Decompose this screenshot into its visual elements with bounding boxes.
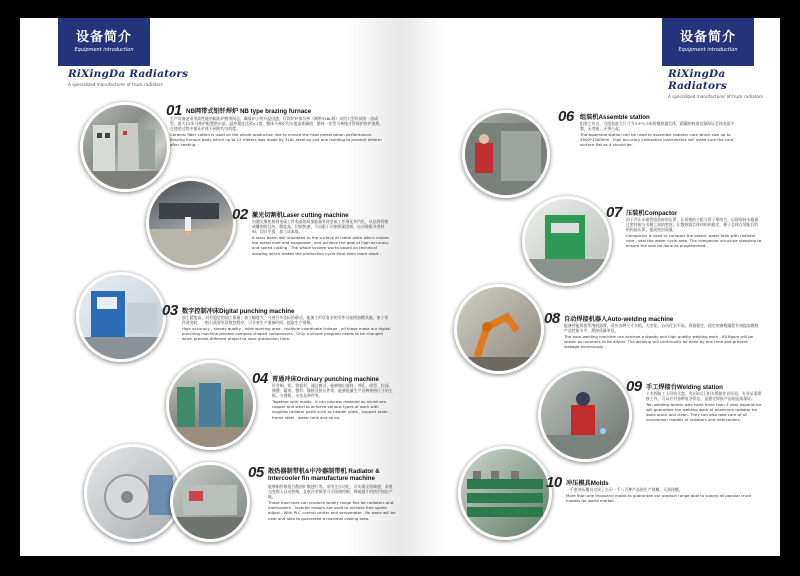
photo-brazing-furnace xyxy=(80,102,170,192)
photo-molds xyxy=(458,446,552,540)
description-en: The auto-welding machine can achieve a steady and high quality welding work . All figure will be shown as numbers to be adjust. The welding will continually be done by one time and prevent leakage enormously . xyxy=(564,334,754,350)
assemble-station-image xyxy=(465,113,547,195)
item-description xyxy=(646,391,764,424)
description-cn: 生产设备是采用高性能的隔焰炉膛带网总，确保炉子的升温迅速，钎焊炉炉体马弗（钢带316L制）采用大型环试的一次成型，最大12米马弗炉配置供应基，温控精度达到±1度，整体马弗炉均匀度高准确值：整体一次型马弗线才得保护的炉加热，在使用过程中保证炉体不到的均匀的度。 xyxy=(170,116,383,132)
description-cn: 组装工作台，可组装最大尺寸为3.5*1.5米的散热器芯体，精确的校准仪器保证芯体表面平整，无弯曲、无带凸起。 xyxy=(580,121,735,132)
header-underline xyxy=(662,64,754,66)
right-page xyxy=(400,18,780,556)
photo-ordinary-punching xyxy=(166,360,256,450)
brand-name: RiXingDa Radiators xyxy=(668,68,728,92)
photo-assemble-station xyxy=(462,110,550,198)
brochure-spread xyxy=(20,18,780,556)
header-en: Equipment introduction xyxy=(74,47,134,53)
photo-welding-station xyxy=(538,368,632,462)
item-number: 07 xyxy=(606,204,622,221)
ordinary-punching-image xyxy=(169,363,253,447)
compactor-image xyxy=(525,199,609,283)
item-number: 02 xyxy=(232,206,248,223)
header-cn: 设备简介 xyxy=(75,30,132,45)
description-cn: 用激光聚焦射到金属工件表面的局部能量来使金属工件熔化并汽化，以达到切割或雕刻的目的，精度高、切割快速，不局限于切割图案限制，自动排版节省材料，切口平滑，加工成本低。 xyxy=(252,219,389,235)
description-cn: 针对铜、铝、铁板材，通过模具，能够做出落料、冲孔、成型、拉深、修整、精冲、整形、铆接及挤压件等，能够批量生产各种规格尺寸的主板、支撑板、水室及带件等。 xyxy=(272,383,393,399)
brand-tagline: A specialized manufacturer of truck radiators xyxy=(68,82,163,87)
digital-punching-image xyxy=(79,275,163,359)
description-en: High accuracy , steady quality , wide working area , multiple coordinate linkage , all those make our digital punching machine process complex shaped components . Only a simple program needs to be changed when process different project to save production time. xyxy=(182,326,391,342)
brand-left xyxy=(68,68,188,87)
photo-fin-machine-2 xyxy=(170,462,250,542)
item-title: 普通冲床Ordinary punching machine xyxy=(272,376,379,383)
description-en: More than one thousand molds to guarantee our product range able to supply all popular truck models for world market . xyxy=(566,493,752,504)
item-number: 01 xyxy=(166,102,182,119)
photo-laser-cutting xyxy=(146,178,236,268)
photo-fin-machine-1 xyxy=(84,444,182,542)
brazing-furnace-image xyxy=(83,105,167,189)
header-box-left xyxy=(58,18,150,64)
brand-name: RiXingDa Radiators xyxy=(68,68,189,80)
item-description xyxy=(170,116,385,149)
molds-image xyxy=(461,449,549,537)
header-en: Equipment introduction xyxy=(678,47,738,53)
brand-tagline: A specialized manufacturer of truck radiators xyxy=(668,94,763,99)
item-description xyxy=(566,487,762,504)
item-description xyxy=(268,484,396,522)
header-cn: 设备简介 xyxy=(679,30,736,45)
description-cn: 加工精度高，具有稳定的加工质量；加工幅度大，可进行多坐标的联动，能加工形状复杂的零件可按照加模具编，加工零件改变时，一般只需要更改数控程序，可节省生产准备时间；提取生产周期。 xyxy=(182,315,389,326)
item-title: 冲压模具Molds xyxy=(566,480,609,487)
item-number: 06 xyxy=(558,108,574,125)
item-description xyxy=(580,121,740,148)
item-number: 10 xyxy=(546,474,562,491)
item-title: 自动焊接机器人Auto-welding machine xyxy=(564,316,674,323)
brand-right xyxy=(668,68,780,99)
item-title: 压装机Compactor xyxy=(626,210,678,217)
description-cn: 能够制作和组合散热扩散翅片等。采用全自动化，可实现无级调速，采用交变频入自动控制，且收冷型指型可无级调控制，降低翅片的热空间出产能。 xyxy=(268,484,393,500)
description-en: The assemble station can be used to assemble radiator core which size up to 3500*1500mm , high accuracy calibration instruments will make sure the core surface flat as it should be . xyxy=(580,132,734,148)
header-box-right xyxy=(662,18,754,64)
item-description xyxy=(182,315,392,342)
photo-auto-welding xyxy=(454,284,544,374)
item-description xyxy=(626,217,762,250)
photo-digital-punching xyxy=(76,272,166,362)
laser-cutting-image xyxy=(149,181,233,265)
description-en: Ceramic fiber cotton is used on the whole production line to ensure the heat preservation performance. Brazing furnace body which up to 12 meters was made by 316L steel by just one molding to prevent deform after heating . xyxy=(170,132,382,148)
item-number: 09 xyxy=(626,378,642,395)
description-en: Those machines can produce widely range fins for radiators and intercoolers . Inverter motors are used to achieve free speed adjust . With PLC control center and servomotor , fin wave will be neat and able to guarantee a maximal cooling area. xyxy=(268,500,396,521)
item-title: 散热器制带机&中冷器制带机 Radiator & Intercooler fin manufacture machine xyxy=(268,468,380,482)
item-title: 组装机Assemble station xyxy=(580,114,650,121)
item-description xyxy=(272,383,394,421)
fin-machine-image xyxy=(87,447,179,539)
photo-compactor xyxy=(522,196,612,286)
fin-machine-image-2 xyxy=(173,465,247,539)
item-title: NB网带式铝钎焊炉 NB type brazing furnace xyxy=(186,108,312,115)
description-cn: 一千套冲压模具完成了公司一千八百种产品的生产规模，无需待模。 xyxy=(566,487,683,492)
item-description xyxy=(252,219,392,257)
item-description xyxy=(564,323,760,350)
description-en: A laser beam will irradiated to the surface of metal plate which makes the metal melt and evaporate , and achieve the goal of high accuracy and speed cutting . The whole system works based on technical drawing which makes the production cycle time even more short . xyxy=(252,235,389,256)
item-number: 05 xyxy=(248,464,264,481)
auto-welding-image xyxy=(457,287,541,371)
item-title: 激光切割机Laser cutting machine xyxy=(252,212,349,219)
item-number: 03 xyxy=(162,302,178,319)
left-page xyxy=(20,18,400,556)
description-en: Compactor is used to compact the plastic water tank with radiator core , seal the water cycle area. The compactor structure stepping to ensure the seal be done as programmed . xyxy=(626,233,762,249)
item-number: 04 xyxy=(252,370,268,387)
description-en: Ten welding worker who have more than 5 year experience will guarantee the welding work of aluminum radiator be done quick and clean. They can also take care of all uncommon models of radiators and intercoolers. xyxy=(646,402,762,423)
description-en: Together with molds , it can process material as aluminum copper and steel to achieve various types of work with supplies radiator parts such as header plate , support plate , frame steel , water tank and so on. xyxy=(272,399,391,420)
item-number: 08 xyxy=(544,310,560,327)
welding-station-image xyxy=(541,371,629,459)
description-cn: 用于汽车水箱管组装时的压紧，让切割的主板与管子相结合，以便保持水箱通过密封胶与水箱之间的密封，让散热器芯体和结构稳定，便于芯体在装配后的机构前压紧，提高密封质量。 xyxy=(626,217,759,233)
description-cn: 十名焊接工人经验丰富，有5年以上相关焊接作业经验，专业从事焊接工作，可以应对各种复杂形态，是稳定焊接产品的品质保证。 xyxy=(646,391,762,402)
header-underline xyxy=(58,64,150,66)
item-title: 数字控制冲床Digital punching machine xyxy=(182,308,295,315)
item-title: 手工焊接台Welding station xyxy=(646,384,723,391)
description-cn: 配备智能焊接系统机器臂，适应各种尺寸水箱、大型化、自动化水平高，焊接稳定，稳定的参数编程有效提高散热产品性能水平，焊接质量更佳。 xyxy=(564,323,759,334)
